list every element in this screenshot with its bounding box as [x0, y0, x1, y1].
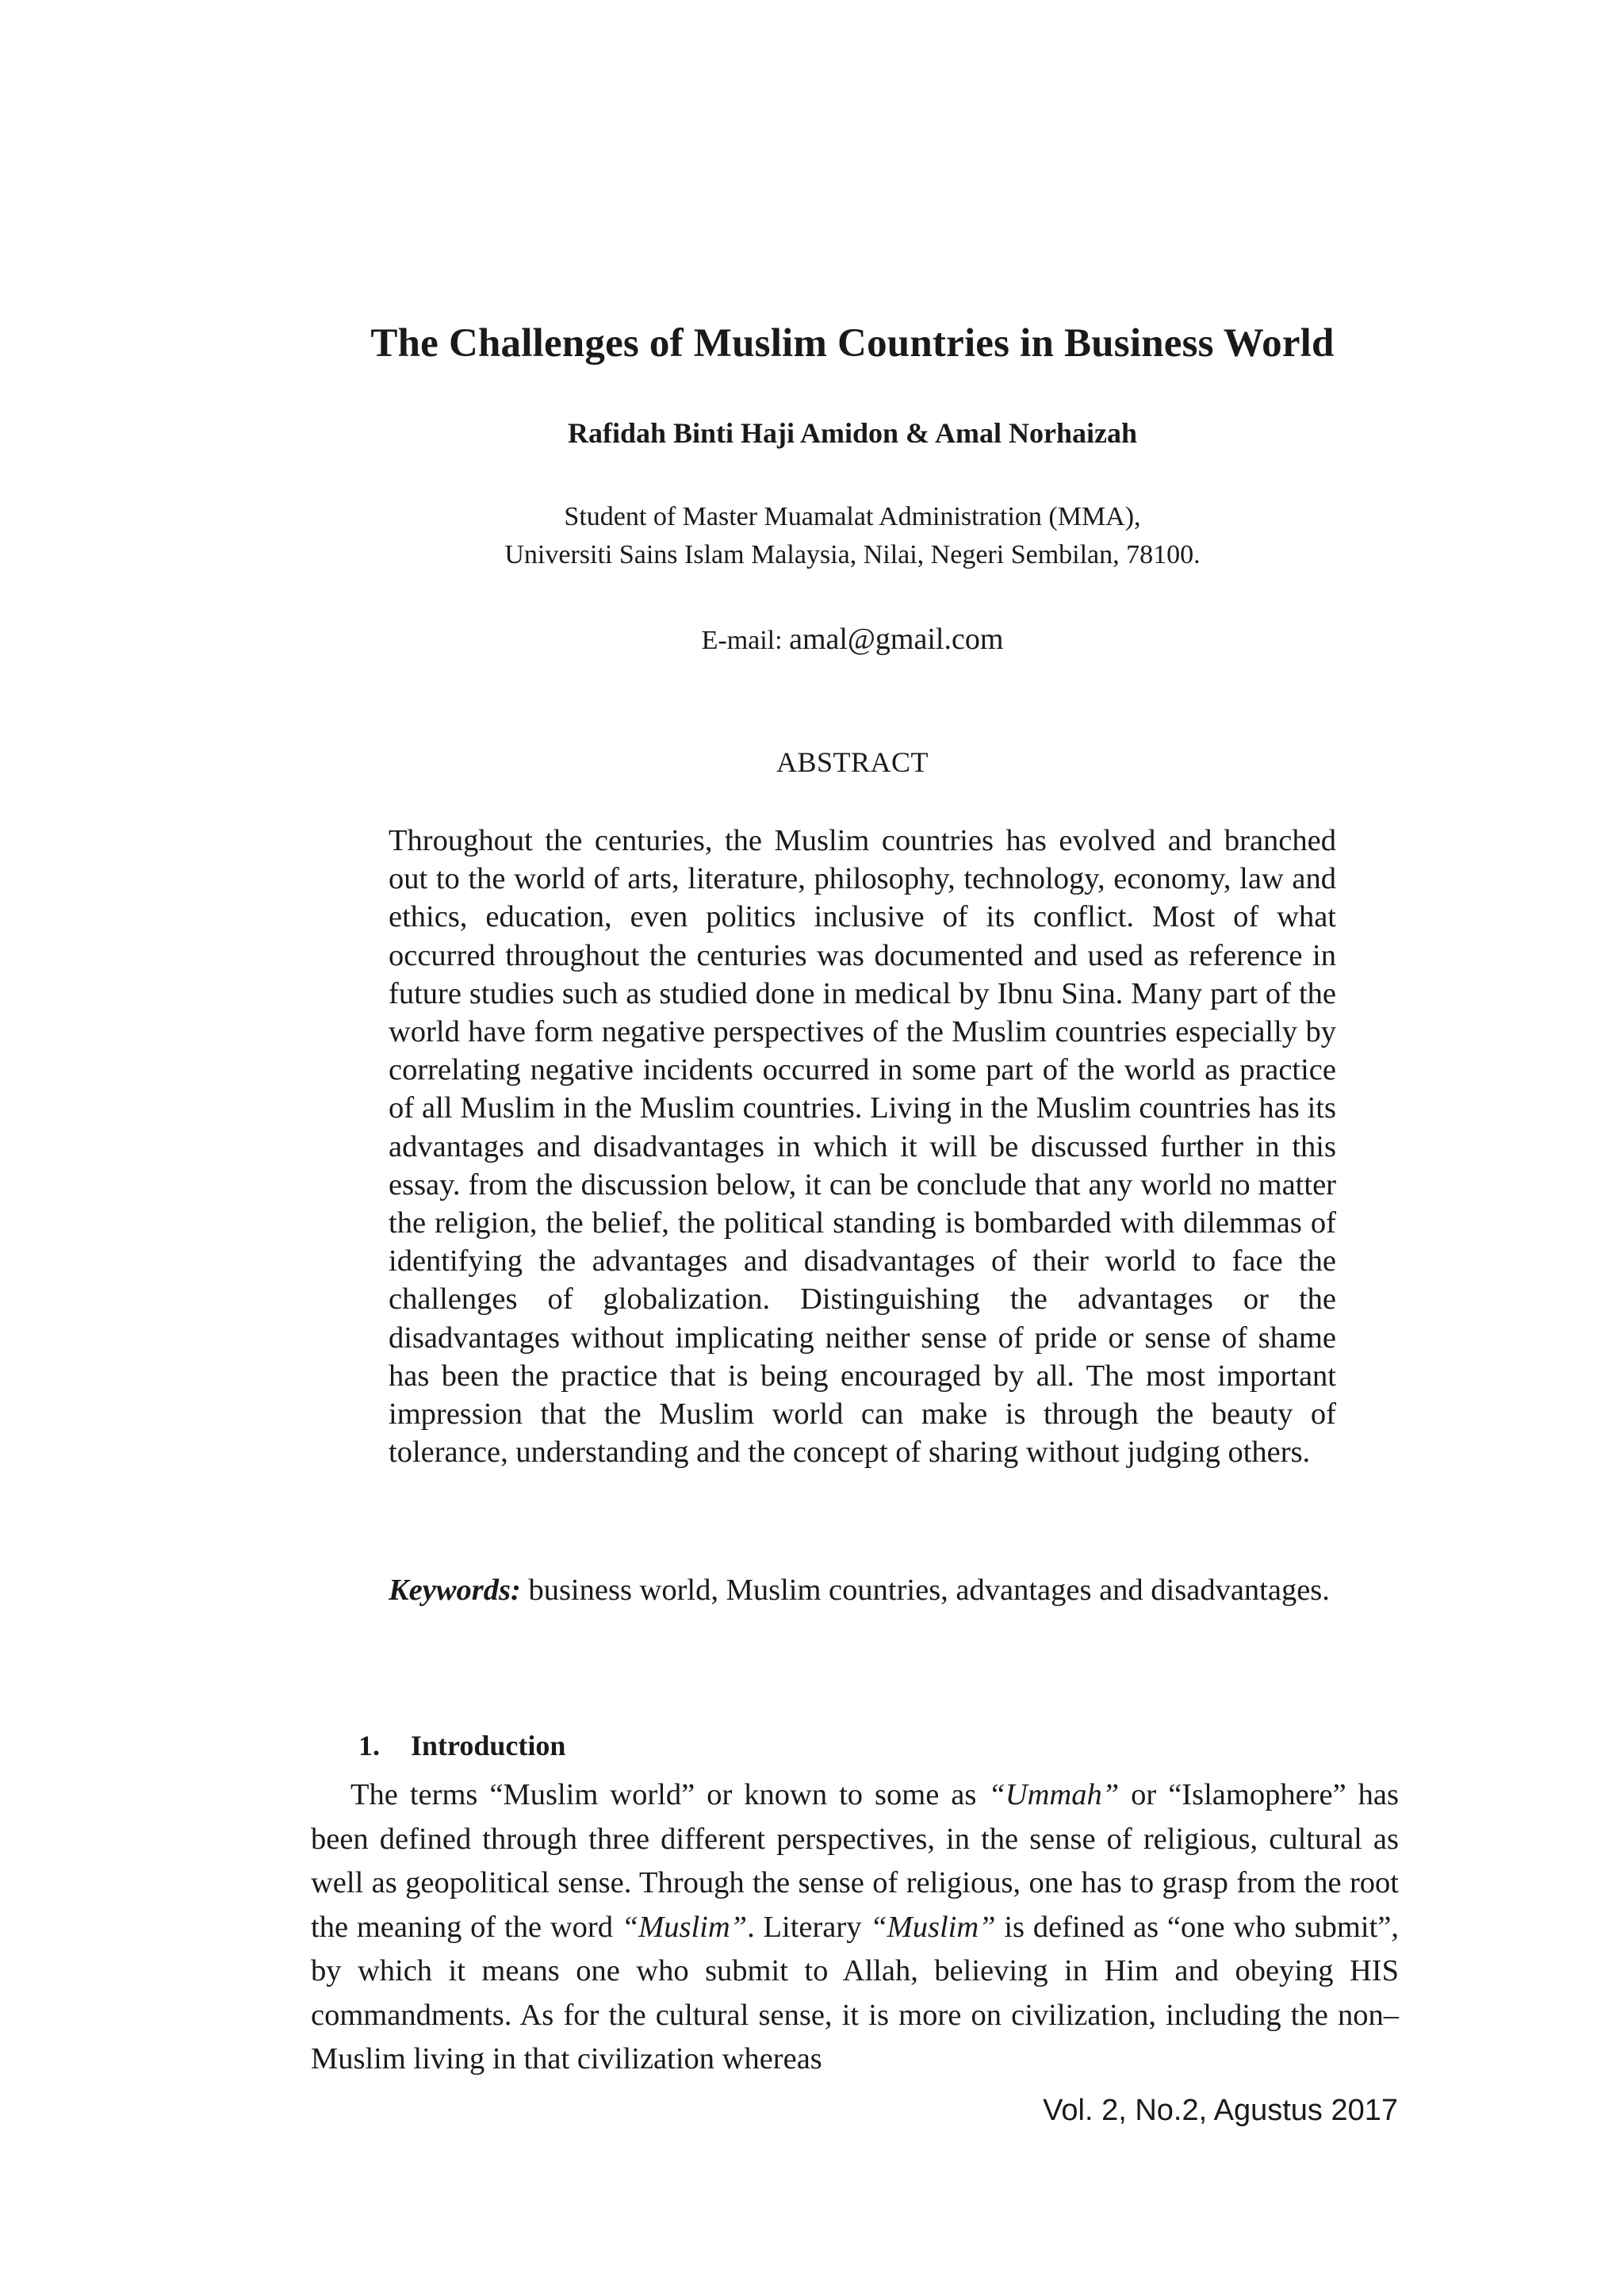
introduction-paragraph — [311, 1773, 1399, 2082]
section-title: Introduction — [411, 1730, 566, 1761]
author-email — [0, 622, 1624, 657]
paper-authors: Rafidah Binti Haji Amidon & Amal Norhaizah — [567, 417, 1138, 449]
keywords-text: business world, Muslim countries, advantages and disadvantages. — [520, 1573, 1330, 1607]
intro-text: or “Islamophere” has been defined through three different perspectives, in the sense of religious, cultural as well as geopolitical sense. Through the sense of religious, one has to grasp from the root the meaning of the word — [311, 1778, 1399, 1944]
intro-term-muslim: “Muslim” — [870, 1910, 996, 1944]
section-number: 1. — [358, 1730, 380, 1761]
abstract-body: Throughout the centuries, the Muslim countries has evolved and branched out to the world of arts, literature, philosophy, technology, economy, law and ethics, education, even politics inclusive of its conflict. Most of what occurred throughout the centuries was documented and used as reference in future studies such as studied done in medical by Ibnu Sina. Many part of the world have form negative perspectives of the Muslim countries especially by correlating negative incidents occurred in some part of the world as practice of all Muslim in the Muslim countries. Living in the Muslim countries has its advantages and disadvantages in which it will be discussed further in this essay. from the discussion below, it can be conclude that any world no matter the religion, the belief, the political standing is bombarded with dilemmas of identifying the advantages and disadvantages of their world to face the challenges of globalization. Distinguishing the advantages or the disadvantages without implicating neither sense of pride or sense of shame has been the practice that is being encouraged by all. The most important impression that the Muslim world can make is through the beauty of tolerance, understanding and the concept of sharing without judging others. — [389, 824, 1336, 1470]
intro-text: The terms “Muslim world” or known to some as — [350, 1778, 989, 1811]
email-label: E-mail: — [701, 626, 790, 655]
intro-text: is defined as “one who submit”, by which it means one who submit to Allah, believing in Him and obeying HIS commandments. As for the cultural sense, it is more on civilization, including the non–Muslim living in that civilization whereas — [311, 1910, 1399, 2076]
affiliation-line-1: Student of Master Muamalat Administration (MMA), — [564, 502, 1141, 531]
intro-term-ummah: “Ummah” — [988, 1778, 1120, 1811]
keywords — [389, 1569, 1336, 1612]
page-footer: Vol. 2, No.2, Agustus 2017 — [1043, 2094, 1398, 2127]
section-heading-introduction — [358, 1729, 565, 1762]
intro-term-muslim: “Muslim” — [621, 1910, 748, 1944]
paper-title: The Challenges of Muslim Countries in Business World — [370, 321, 1335, 366]
abstract-heading: ABSTRACT — [776, 746, 929, 778]
keywords-label: Keywords: — [389, 1573, 521, 1607]
intro-text: . Literary — [747, 1910, 871, 1944]
email-address: amal@gmail.com — [789, 623, 1004, 656]
affiliation-line-2: Universiti Sains Islam Malaysia, Nilai, Negeri Sembilan, 78100. — [504, 540, 1201, 569]
author-affiliation — [0, 498, 1624, 574]
